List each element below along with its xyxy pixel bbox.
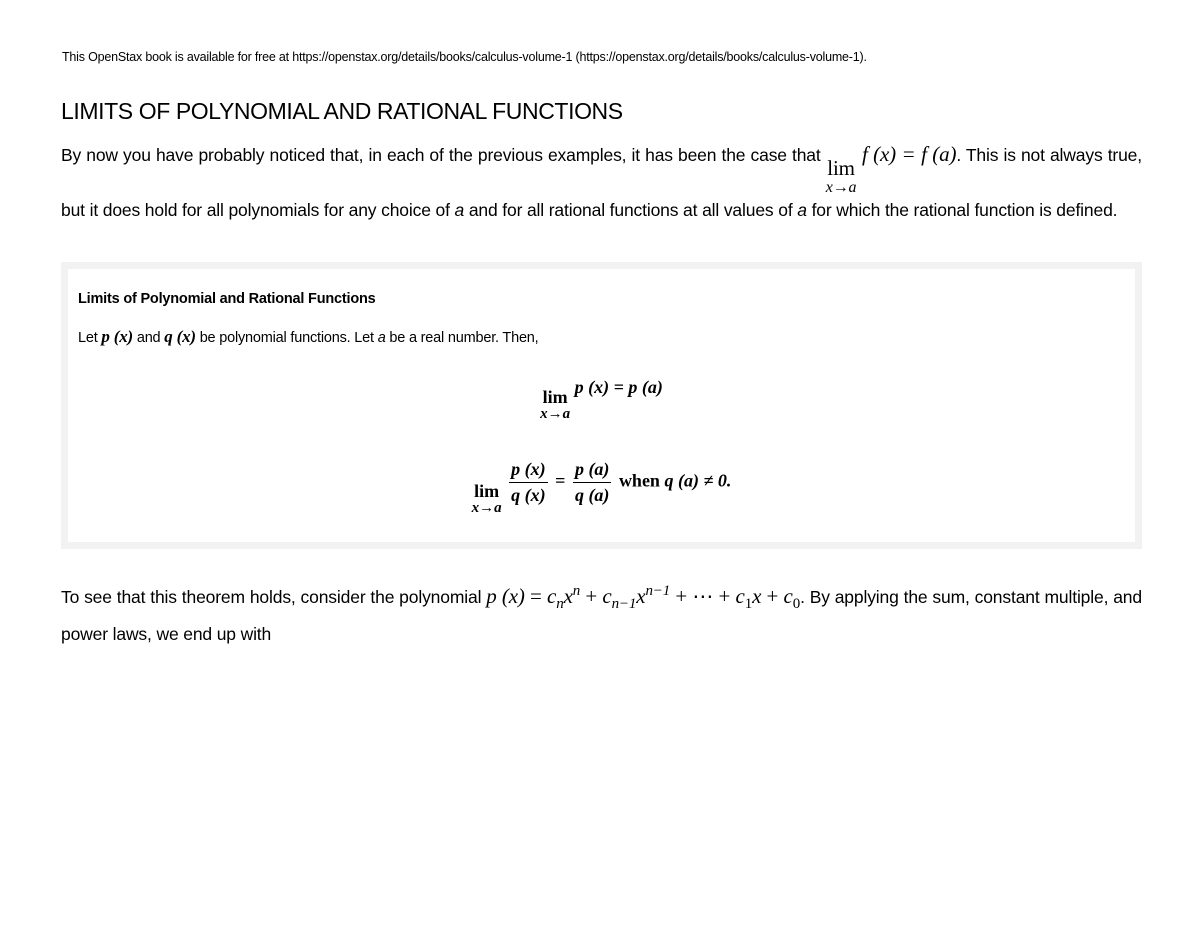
math-px: p (x) [101, 327, 133, 346]
proof-paragraph: To see that this theorem holds, consider the polynomial p $(x) = c_nx^n + c_{n-1}x^{n-1}$ + ⋯ + $c_1x + c_0$. By applying the sum, constant multiple, and power laws, we end up with [61, 583, 1142, 644]
intro-text-2: . This is not always true, but it does hold for all polynomials for any choice of [61, 145, 1142, 220]
variable-a: a [377, 330, 386, 346]
section-heading: LIMITS OF POLYNOMIAL AND RATIONAL FUNCTIONS [61, 98, 623, 124]
intro-text-3: and for all rational functions at all values of [468, 200, 793, 220]
limit-operator: lim x→a [471, 480, 502, 516]
math-qx: q (x) [164, 327, 196, 346]
theorem-statement: Let p (x) and q (x) be polynomial functions. Let a be a real number. Then, [78, 327, 539, 346]
fraction-px-over-qx: $\frac{p (x)}{q (x)}$ [511, 459, 546, 505]
limit-expression: lim x→a f (x) = f (a) [825, 142, 957, 196]
variable-a: a [454, 200, 465, 220]
theorem-title: Limits of Polynomial and Rational Functions [78, 291, 376, 307]
limit-operator: lim x→a [825, 156, 857, 196]
attribution-text: This OpenStax book is available for free at https://openstax.org/details/books/calculus-volume-1 (https://openstax.org/details/books/calculus-volume-1). [62, 50, 867, 64]
limit-operator: lim x→a [540, 387, 571, 422]
variable-a: a [797, 200, 807, 220]
theorem-box [61, 262, 1142, 549]
polynomial-expression: p $(x) = c_nx^n + c_{n-1}x^{n-1}$ + ⋯ + $c_1x + c_0$ [486, 583, 801, 612]
intro-text-4: for which the rational function is defined. [811, 200, 1118, 220]
intro-text-1: By now you have probably noticed that, in each of the previous examples, it has been the case that [61, 145, 821, 165]
fraction-pa-over-qa: $\frac{p (a)}{q (a)}$ [574, 459, 610, 505]
intro-paragraph [61, 140, 1142, 224]
equation-polynomial-limit: lim x→a p (x) = p (a) [540, 377, 663, 422]
equation-rational-limit: lim x→a $\frac{p (x)}{q (x)}$ = $\frac{p (a)}{q (a)}$ when q (a) ≠ 0. [471, 459, 732, 516]
